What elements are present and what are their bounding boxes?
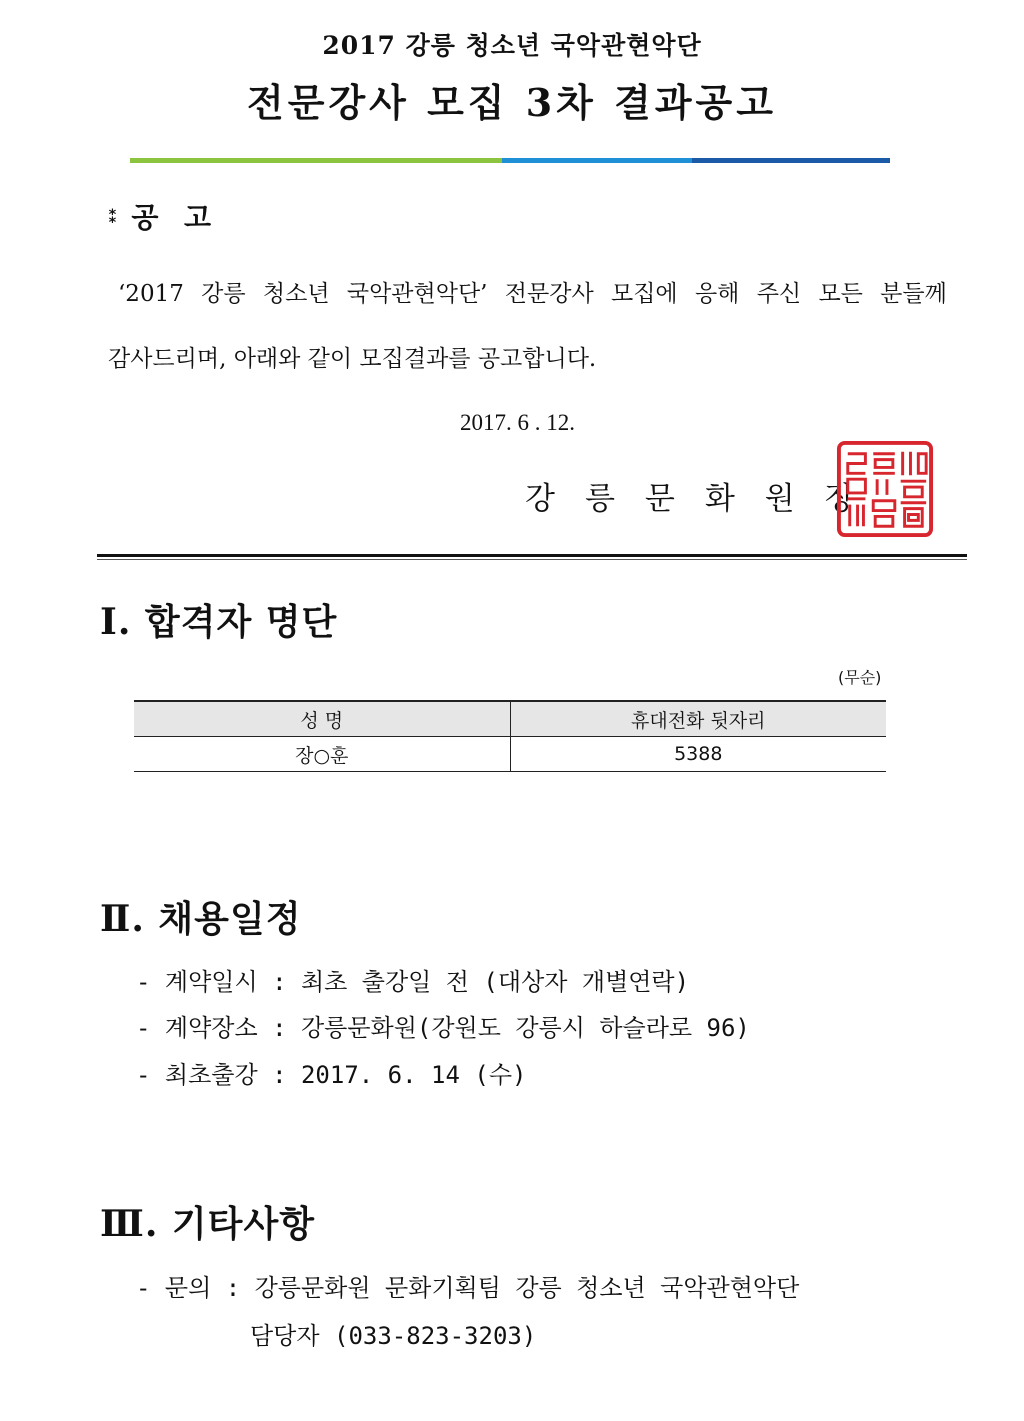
section-1-title: Ⅰ. 합격자 명단 — [100, 601, 338, 643]
section-3-title: Ⅲ. 기타사항 — [100, 1203, 316, 1245]
schedule-first-lecture: - 최초출강 : 2017. 6. 14 (수) — [136, 1061, 527, 1089]
color-bar-green — [130, 158, 502, 163]
inquiry-contact: 담당자 (033-823-3203) — [250, 1322, 537, 1350]
table-row — [134, 737, 886, 772]
color-bar-dark-blue — [692, 158, 890, 163]
schedule-contract-place: - 계약장소 : 강릉문화원(강원도 강릉시 하슬라로 96) — [136, 1014, 750, 1042]
issuer-organization: 강릉문화원장 — [525, 481, 885, 517]
table-header-row — [134, 701, 886, 737]
official-seal-stamp — [836, 440, 934, 538]
document-subtitle: 2017 강릉 청소년 국악관현악단 — [322, 31, 702, 60]
schedule-contract-date: - 계약일시 : 최초 출강일 전 (대상자 개별연락) — [136, 968, 690, 996]
section-2-title: Ⅱ. 채용일정 — [100, 898, 302, 940]
notice-heading — [108, 196, 213, 236]
color-bar-light-blue — [502, 158, 692, 163]
passed-applicants-table — [134, 700, 886, 772]
notice-date: 2017. 6 . 12. — [460, 410, 575, 435]
cell-phone-suffix: 5388 — [510, 737, 886, 772]
document-title: 전문강사 모집 3차 결과공고 — [247, 80, 777, 125]
asterism-icon: ⁑ — [108, 207, 120, 228]
notice-body-line-1: ‘2017 강릉 청소년 국악관현악단’ 전문강사 모집에 응해 주신 모든 분들께 — [118, 281, 947, 307]
header-phone-suffix: 휴대전화 뒷자리 — [510, 701, 886, 737]
notice-body-line-2: 감사드리며, 아래와 같이 모집결과를 공고합니다. — [108, 346, 597, 372]
header-name: 성 명 — [134, 701, 510, 737]
header-divider — [97, 554, 967, 560]
notice-heading-text: 공 고 — [131, 201, 214, 234]
header-color-bar — [130, 158, 890, 163]
table-order-note: (무순) — [838, 668, 882, 687]
inquiry-line: - 문의 : 강릉문화원 문화기획팀 강릉 청소년 국악관현악단 — [136, 1274, 800, 1302]
cell-name: 장○훈 — [134, 737, 510, 772]
